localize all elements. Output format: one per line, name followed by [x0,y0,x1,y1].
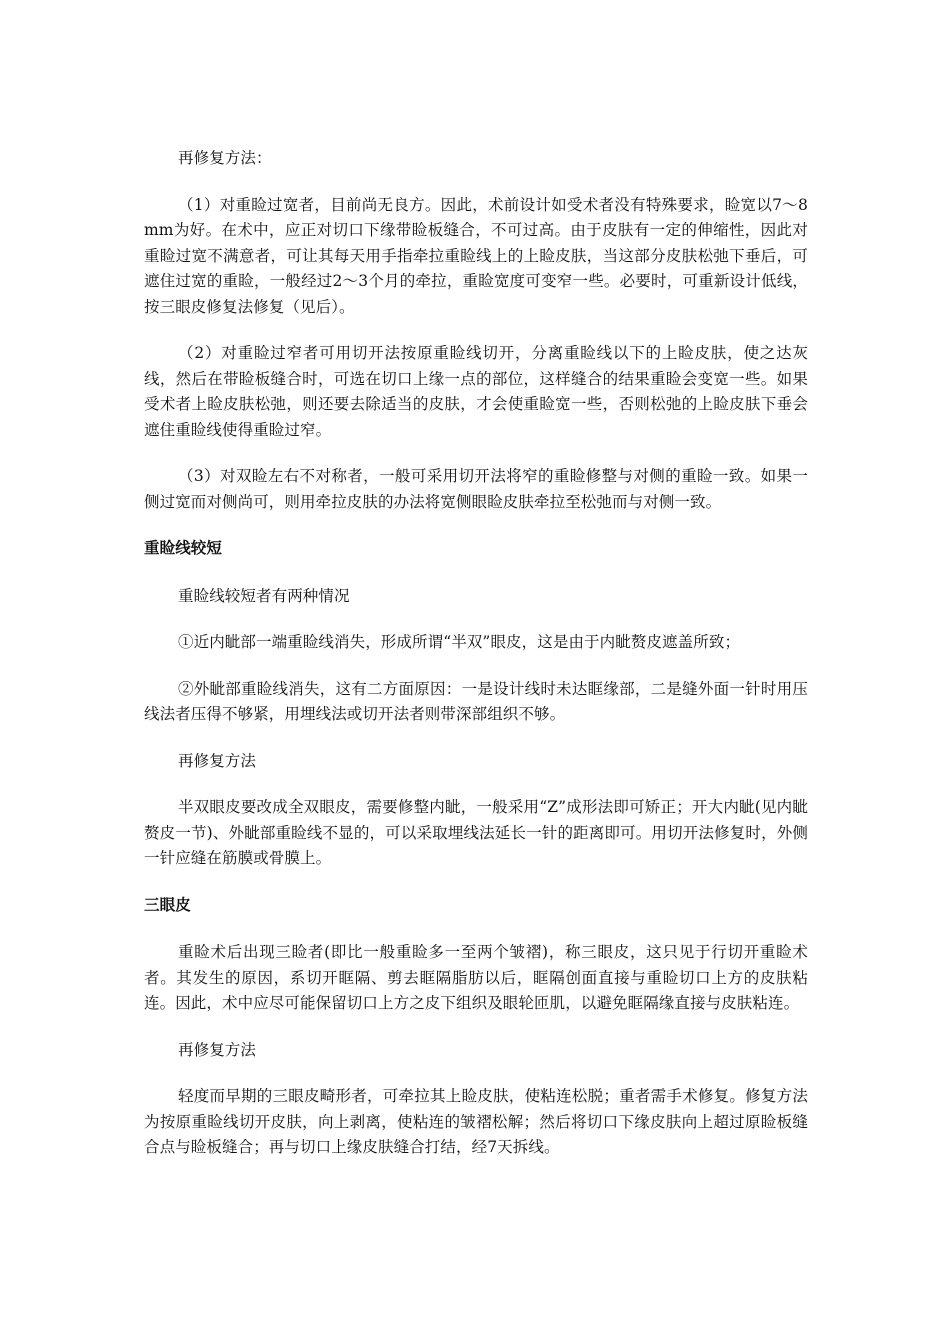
paragraph: （3）对双睑左右不对称者，一般可采用切开法将窄的重睑修整与对侧的重睑一致。如果一侧过宽而对侧尚可，则用牵拉皮肤的办法将宽侧眼睑皮肤牵拉至松弛而与对侧一致。 [144,467,808,511]
section-heading: 重睑线较短 [144,539,223,557]
paragraph: 轻度而早期的三眼皮畸形者，可牵拉其上睑皮肤，使粘连松脱；重者需手术修复。修复方法为按原重睑线切开皮肤，向上剥离，使粘连的皱褶松解；然后将切口下缘皮肤向上超过原睑板缝合点与睑板缝合；再与切口上缘皮肤缝合打结，经7天拆线。 [144,1087,808,1156]
paragraph: 重睑线较短者有两种情况 [178,586,350,605]
paragraph: 重睑术后出现三睑者(即比一般重睑多一至两个皱褶)，称三眼皮，这只见于行切开重睑术者。其发生的原因，系切开眶隔、剪去眶隔脂肪以后，眶隔创面直接与重睑切口上方的皮肤粘连。因此，术中应尽可能保留切口上方之皮下组织及眼轮匝肌，以避免眶隔缘直接与皮肤粘连。 [144,943,808,1012]
paragraph: （1）对重睑过宽者，目前尚无良方。因此，术前设计如受术者没有特殊要求，睑宽以7～8mm为好。在术中，应正对切口下缘带睑板缝合，不可过高。由于皮肤有一定的伸缩性，因此对重睑过宽不满意者，可让其每天用手指牵拉重睑线上的上睑皮肤，当这部分皮肤松弛下垂后，可遮住过宽的重睑，一般经过2～3个月的牵拉，重睑宽度可变窄一些。必要时，可重新设计低线，按三眼皮修复法修复（见后）。 [144,195,808,316]
section-heading: 三眼皮 [144,895,191,914]
document-body [144,146,808,1182]
paragraph: 半双眼皮要改成全双眼皮，需要修整内眦，一般采用“Z”成形法即可矫正；开大内眦(见内眦赘皮一节)、外眦部重睑线不显的，可以采取埋线法延长一针的距离即可。用切开法修复时，外侧一针应缝在筋膜或骨膜上。 [144,798,808,867]
paragraph: 再修复方法： [178,149,272,167]
paragraph: 再修复方法 [178,1040,257,1059]
paragraph: ②外眦部重睑线消失，这有二方面原因：一是设计线时未达眶缘部，二是缝外面一针时用压线法者压得不够紧，用埋线法或切开法者则带深部组织不够。 [144,679,808,723]
paragraph: 再修复方法 [178,751,257,770]
paragraph: ①近内眦部一端重睑线消失，形成所谓“半双”眼皮，这是由于内眦赘皮遮盖所致； [178,633,741,651]
paragraph: （2）对重睑过窄者可用切开法按原重睑线切开，分离重睑线以下的上睑皮肤，使之达灰线，然后在带睑板缝合时，可选在切口上缘一点的部位，这样缝合的结果重睑会变宽一些。如果受术者上睑皮肤松弛，则还要去除适当的皮肤，才会使重睑宽一些，否则松弛的上睑皮肤下垂会遮住重睑线使得重睑过窄。 [144,344,808,439]
